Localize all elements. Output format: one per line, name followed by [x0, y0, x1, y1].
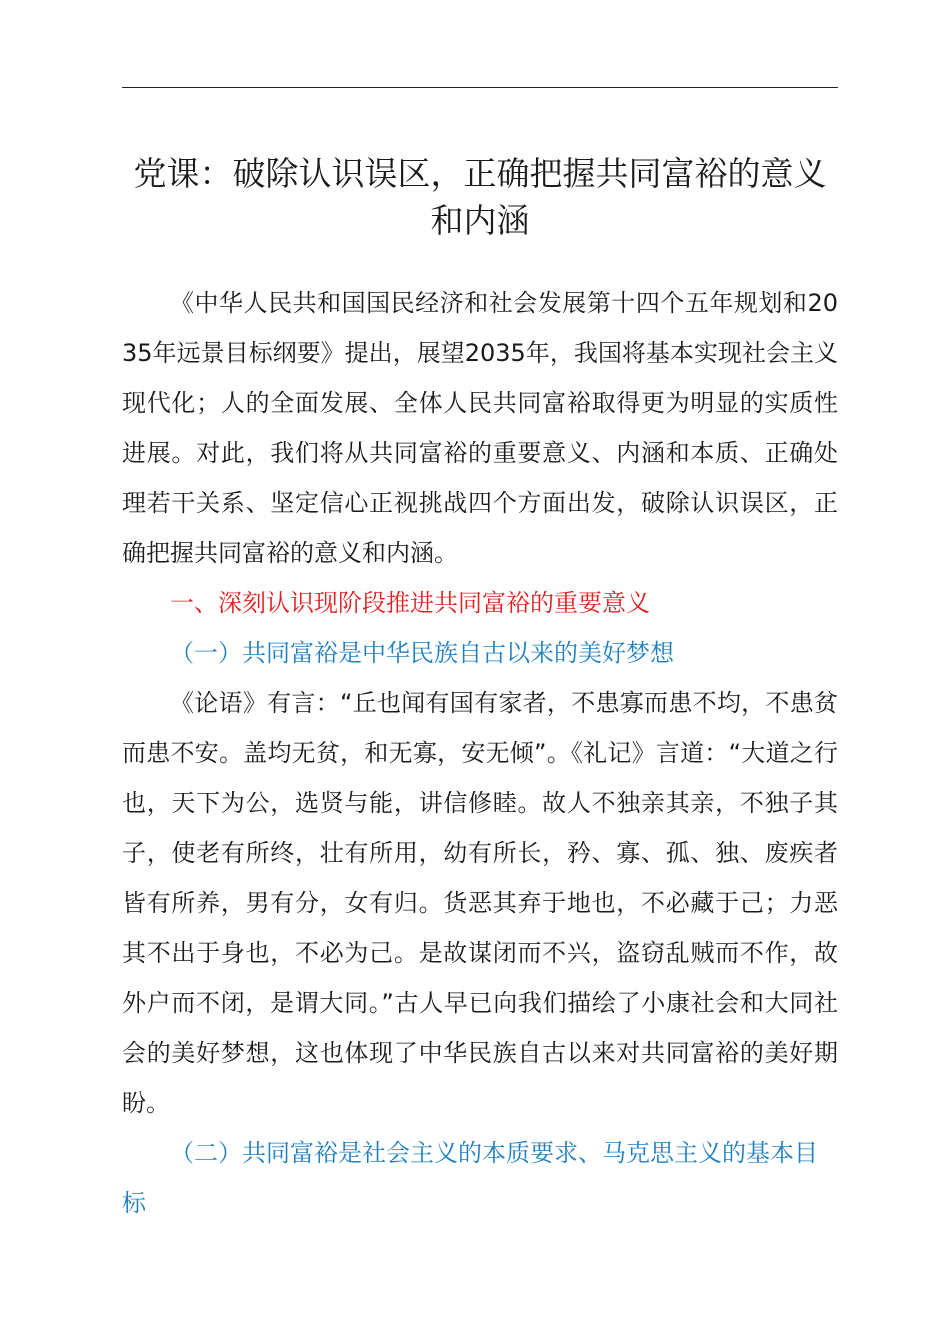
intro-paragraph: 《中华人民共和国国民经济和社会发展第十四个五年规划和2035年远景目标纲要》提出，展望2035年，我国将基本实现社会主义现代化；人的全面发展、全体人民共同富裕取得更为明显的实质性进展。对此，我们将从共同富裕的重要意义、内涵和本质、正确处理若干关系、坚定信心正视挑战四个方面出发，破除认识误区，正确把握共同富裕的意义和内涵。 [122, 289, 838, 567]
header-rule [122, 87, 838, 88]
subsection-1-heading: （一）共同富裕是中华民族自古以来的美好梦想 [170, 639, 674, 667]
subsection-1-paragraph: 《论语》有言：“丘也闻有国有家者，不患寡而患不均，不患贫而患不安。盖均无贫，和无寡，安无倾”。《礼记》言道：“大道之行也，天下为公，选贤与能，讲信修睦。故人不独亲其亲，不独子其子，使老有所终，壮有所用，幼有所长，矜、寡、孤、独、废疾者皆有所养，男有分，女有归。货恶其弃于地也，不必藏于己；力恶其不出于身也，不必为己。是故谋闭而不兴，盗窃乱贼而不作，故外户而不闭，是谓大同。”古人早已向我们描绘了小康社会和大同社会的美好梦想，这也体现了中华民族自古以来对共同富裕的美好期盼。 [122, 689, 838, 1117]
section-1-heading: 一、深刻认识现阶段推进共同富裕的重要意义 [170, 589, 650, 617]
document-title: 党课：破除认识误区，正确把握共同富裕的意义和内涵 [133, 154, 827, 240]
subsection-2-heading: （二）共同富裕是社会主义的本质要求、马克思主义的基本目标 [122, 1139, 818, 1217]
document-body [122, 278, 838, 1228]
